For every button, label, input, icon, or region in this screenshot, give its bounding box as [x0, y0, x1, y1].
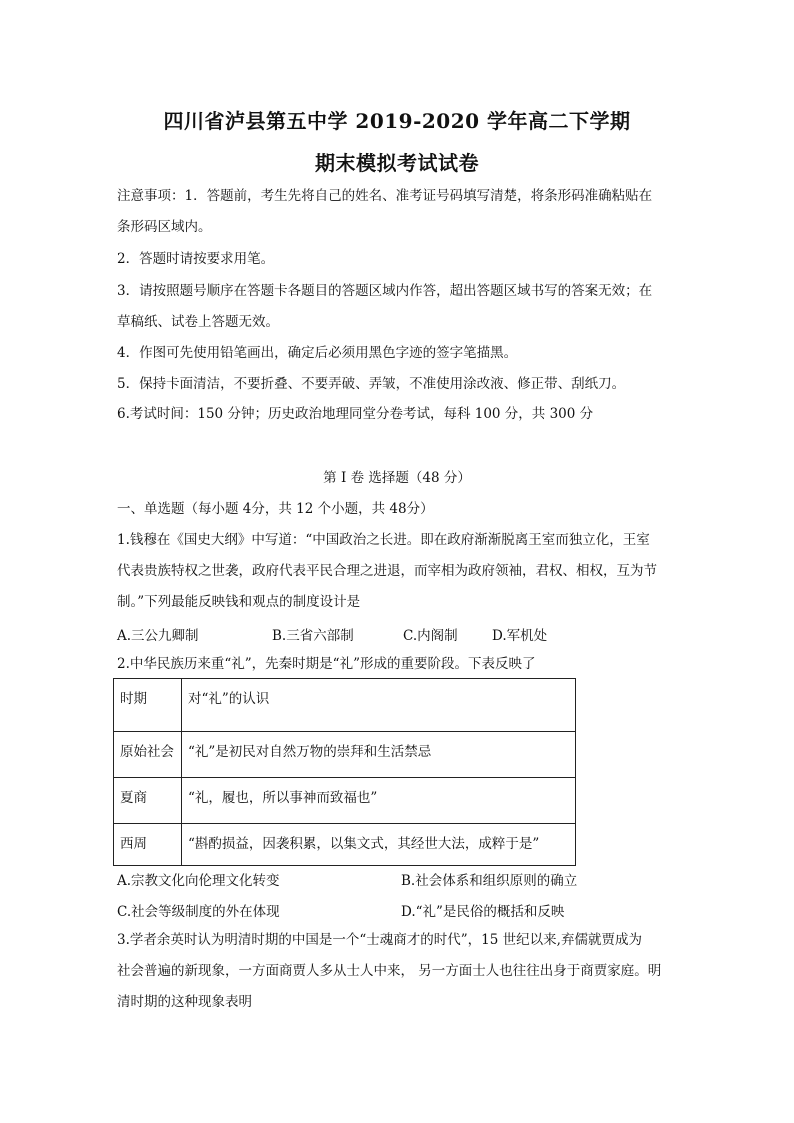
q1-stem-line: 代表贵族特权之世袭，政府代表平民合理之进退，而宰相为政府领袖，君权、相权，互为节 [117, 563, 657, 579]
q3-stem-line: 清时期的这种现象表明 [117, 994, 252, 1010]
table-header-period: 时期 [114, 679, 182, 732]
table-row [114, 778, 576, 824]
q3-stem-line: 3.学者余英时认为明清时期的中国是一个“士魂商才的时代”，15 世纪以来,弃儒就贾成为 [117, 932, 642, 948]
table-cell-understanding: “礼，履也，所以事神而致福也” [182, 778, 576, 824]
table-cell-understanding: “礼”是初民对自然万物的崇拜和生活禁忌 [182, 732, 576, 778]
table-cell-understanding: “斟酌损益，因袭积累，以集文式，其经世大法，成粹于是” [182, 824, 576, 866]
notice-line: 3．请按照题号顺序在答题卡各题目的答题区域内作答，超出答题区域书写的答案无效；在 [117, 283, 653, 299]
notice-line: 5．保持卡面清洁，不要折叠、不要弄破、弄皱，不准使用涂改液、修正带、刮纸刀。 [117, 376, 626, 392]
q2-stem: 2.中华民族历来重“礼”，先秦时期是“礼”形成的重要阶段。下表反映了 [117, 656, 536, 672]
q2-option-b: B.社会体系和组织原则的确立 [401, 873, 578, 889]
table-row [114, 732, 576, 778]
table-cell-period: 西周 [114, 824, 182, 866]
notice-line: 4．作图可先使用铅笔画出，确定后必须用黑色字迹的签字笔描黑。 [117, 345, 518, 361]
q1-option-b: B.三省六部制 [272, 628, 354, 644]
q2-table [113, 678, 576, 866]
q2-option-c: C.社会等级制度的外在体现 [117, 904, 280, 920]
q1-option-a: A.三公九卿制 [117, 628, 199, 644]
section-subheading: 一、单选题（每小题 4分，共 12 个小题，共 48分） [117, 501, 434, 517]
notice-line: 草稿纸、试卷上答题无效。 [117, 314, 279, 330]
q3-stem-line: 社会普遍的新现象，一方面商贾人多从士人中来， 另一方面士人也往往出身于商贾家庭。明 [117, 963, 662, 979]
section-heading: 第 I 卷 选择题（48 分） [323, 470, 471, 486]
notice-line: 条形码区域内。 [117, 219, 212, 235]
table-cell-period: 夏商 [114, 778, 182, 824]
table-row [114, 824, 576, 866]
q1-option-c: C.内阁制 [403, 628, 458, 644]
q1-stem-line: 制。”下列最能反映钱和观点的制度设计是 [117, 594, 361, 610]
table-cell-period: 原始社会 [114, 732, 182, 778]
notice-line: 6.考试时间：150 分钟；历史政治地理同堂分卷考试，每科 100 分，共 300 分 [117, 406, 594, 422]
exam-title-line2: 期末模拟考试试卷 [315, 151, 479, 175]
notice-line: 注意事项：1．答题前，考生先将自己的姓名、准考证号码填写清楚，将条形码准确粘贴在 [117, 188, 653, 204]
q2-option-d: D.“礼”是民俗的概括和反映 [401, 904, 565, 920]
q2-option-a: A.宗教文化向伦理文化转变 [117, 873, 280, 889]
q1-option-d: D.军机处 [492, 628, 548, 644]
table-row [114, 679, 576, 732]
notice-line: 2．答题时请按要求用笔。 [117, 251, 275, 267]
exam-title-line1: 四川省泸县第五中学 2019-2020 学年高二下学期 [163, 109, 631, 133]
table-header-understanding: 对“礼”的认识 [182, 679, 576, 732]
q1-stem-line: 1.钱穆在《国史大纲》中写道：“中国政治之长进。即在政府渐渐脱离王室而独立化，王室 [117, 532, 650, 548]
